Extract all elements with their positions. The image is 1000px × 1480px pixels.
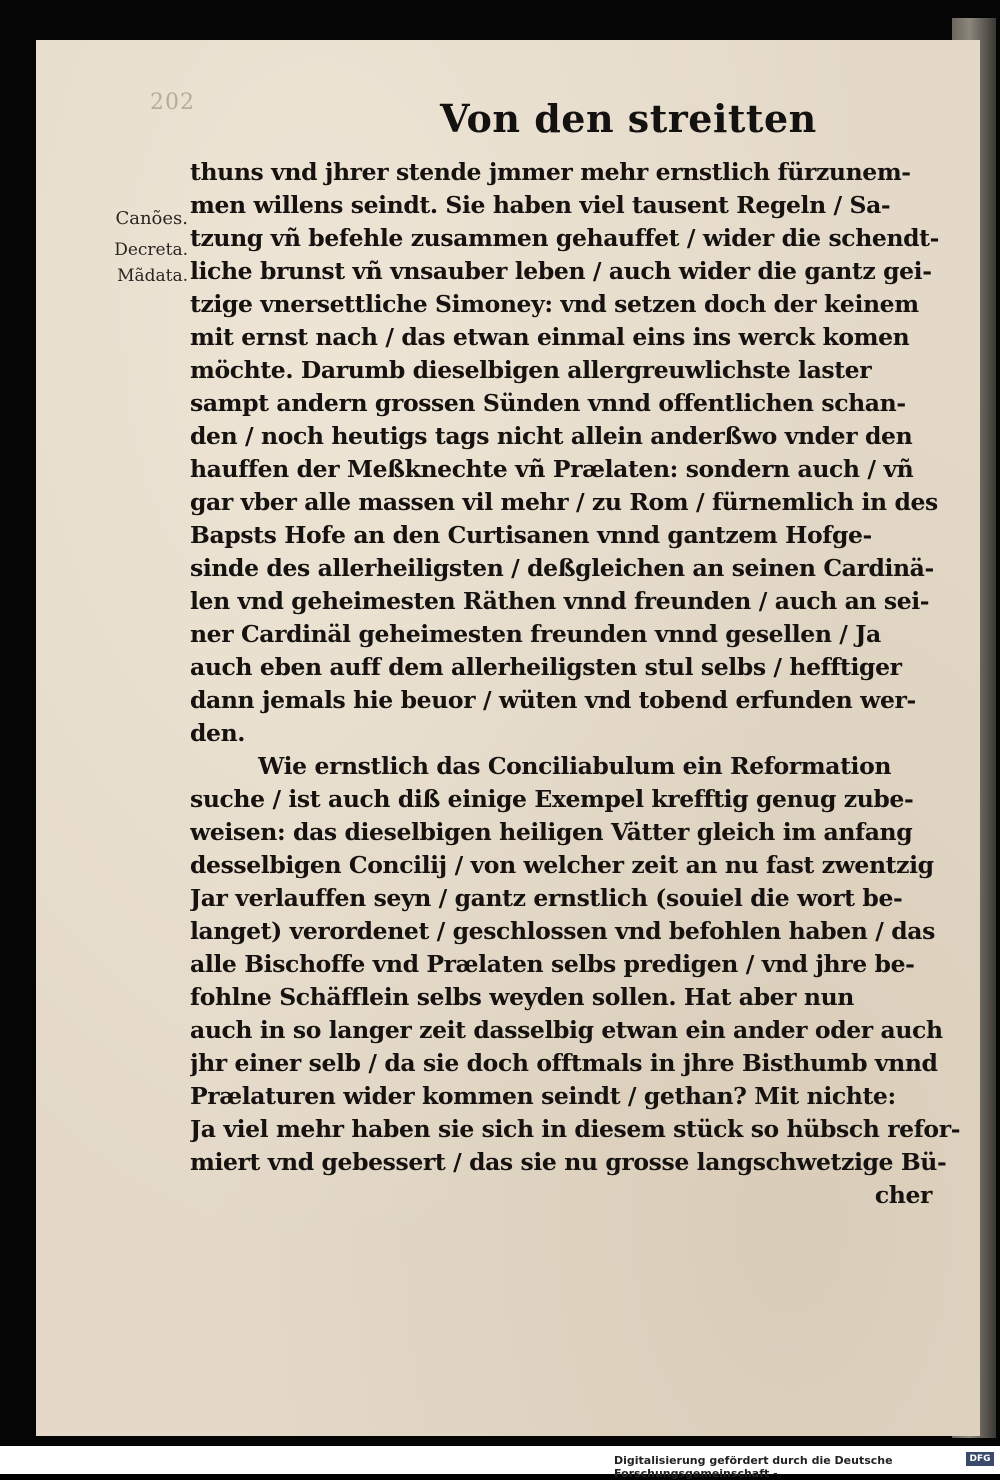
text-line: Bapsts Hofe an den Curtisanen vnnd gantzem Hofge- [190,521,872,549]
marginal-note-mandata: Mãdata. [117,266,188,286]
text-line: Jar verlauffen seyn / gantz ernstlich (souiel die wort be- [190,884,903,912]
text-line: sinde des allerheiligsten / deßgleichen an seinen Cardinä- [190,554,934,582]
funding-notice: Digitalisierung gefördert durch die Deutsche Forschungsgemeinschaft - [614,1454,893,1480]
text-line: dann jemals hie beuor / wüten vnd tobend erfunden wer- [190,686,916,714]
text-line: weisen: das dieselbigen heiligen Vätter gleich im anfang [190,818,913,846]
text-line: men willens seindt. Sie haben viel tausent Regeln / Sa- [190,191,891,219]
text-line: alle Bischoffe vnd Prælaten selbs predigen / vnd jhre be- [190,950,915,978]
text-line: den. [190,719,246,747]
paragraph-start-line: Wie ernstlich das Conciliabulum ein Reformation [258,752,892,780]
text-line: auch eben auff dem allerheiligsten stul selbs / hefftiger [190,653,902,681]
text-line: thuns vnd jhrer stende jmmer mehr ernstlich fürzunem- [190,158,911,186]
text-line: desselbigen Concilij / von welcher zeit an nu fast zwentzig [190,851,934,879]
text-line: auch in so langer zeit dasselbig etwan ein ander oder auch [190,1016,943,1044]
text-line: len vnd geheimesten Räthen vnnd freunden / auch an sei- [190,587,930,615]
folio-number: 202 [150,90,195,115]
running-title: Von den streitten [440,96,817,141]
body-text [190,156,960,1212]
text-line: suche / ist auch diß einige Exempel krefftig genug zube- [190,785,914,813]
text-line: ner Cardinäl geheimesten freunden vnnd gesellen / Ja [190,620,881,648]
dfg-logo: DFG [966,1452,994,1466]
text-line: mit ernst nach / das etwan einmal eins ins werck komen [190,323,910,351]
marginal-note-canones: Canões. [115,208,188,229]
text-line: jhr einer selb / da sie doch offtmals in jhre Bisthumb vnnd [190,1049,938,1077]
text-line: Ja viel mehr haben sie sich in diesem stück so hübsch refor- [190,1115,960,1143]
catchword: cher [874,1181,932,1209]
text-line: möchte. Darumb dieselbigen allergreuwlichste laster [190,356,872,384]
text-line: liche brunst vñ vnsauber leben / auch wider die gantz gei- [190,257,932,285]
text-line: sampt andern grossen Sünden vnnd offentlichen schan- [190,389,906,417]
marginal-note-decreta: Decreta. [114,240,188,260]
text-line: fohlne Schäfflein selbs weyden sollen. Hat aber nun [190,983,854,1011]
text-line: Prælaturen wider kommen seindt / gethan? Mit nichte: [190,1082,896,1110]
text-line: hauffen der Meßknechte vñ Prælaten: sondern auch / vñ [190,455,914,483]
text-line: tzige vnersettliche Simoney: vnd setzen doch der keinem [190,290,919,318]
text-line: langet) verordenet / geschlossen vnd befohlen haben / das [190,917,935,945]
text-line: gar vber alle massen vil mehr / zu Rom / fürnemlich in des [190,488,938,516]
text-line: tzung vñ befehle zusammen gehauffet / wider die schendt- [190,224,939,252]
text-line: den / noch heutigs tags nicht allein anderßwo vnder den [190,422,913,450]
text-line: miert vnd gebessert / das sie nu grosse langschwetzige Bü- [190,1148,947,1176]
